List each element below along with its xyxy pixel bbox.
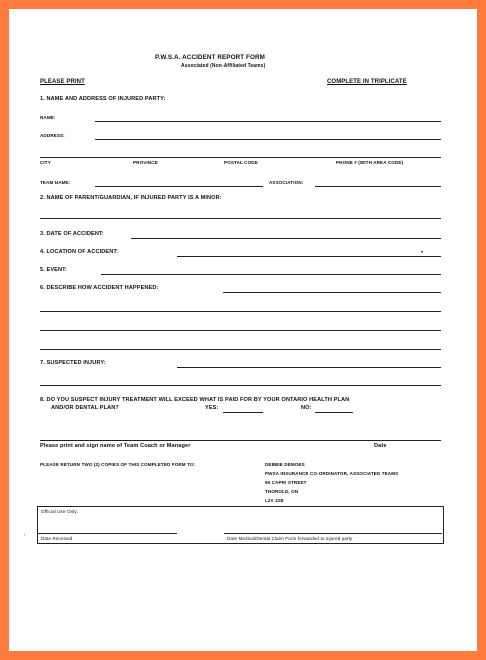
guardian-field[interactable]: [40, 218, 441, 219]
event-field[interactable]: [101, 274, 441, 275]
describe-field-2[interactable]: [40, 311, 441, 312]
address-field[interactable]: [95, 139, 441, 140]
date-received-label: Date Received: [41, 536, 73, 541]
no-label: NO:: [301, 405, 312, 411]
address-label: ADDRESS:: [40, 133, 65, 138]
postal-label: POSTAL CODE: [224, 160, 258, 165]
date-received-field[interactable]: [37, 533, 177, 534]
city-line-field[interactable]: [40, 157, 441, 158]
no-field[interactable]: [315, 412, 353, 413]
injury-field-1[interactable]: [177, 367, 441, 368]
section7-heading: 7. SUSPECTED INJURY:: [40, 360, 106, 366]
return-address-line-4: THOROLD, ON: [265, 489, 299, 494]
team-name-field[interactable]: [95, 186, 263, 187]
date-of-accident-field[interactable]: [131, 238, 441, 239]
return-address-line-3: 90 CAPRI STREET: [265, 480, 307, 485]
signature-date-label: Date: [374, 443, 387, 449]
return-address-line-1: DEBBIE DEMOES: [265, 462, 305, 467]
section5-heading: 5. EVENT:: [40, 267, 68, 273]
section6-heading: 6. DESCRIBE HOW ACCIDENT HAPPENED:: [40, 285, 159, 291]
section8-line1: 8. DO YOU SUSPECT INJURY TREATMENT WILL EXCEED WHAT IS PAID FOR BY YOUR ONTARIO HEALTH PLAN: [40, 397, 350, 403]
stray-dot: •: [421, 250, 424, 256]
margin-mark: ': [24, 534, 25, 540]
phone-label: PHONE # (WITH AREA CODE): [336, 160, 404, 165]
name-label: NAME:: [40, 115, 56, 120]
association-label: ASSOCIATION:: [269, 180, 304, 185]
section2-heading: 2. NAME OF PARENT/GUARDIAN, IF INJURED PARTY IS A MINOR:: [40, 195, 222, 201]
describe-field-4[interactable]: [40, 349, 441, 350]
return-label: PLEASE RETURN TWO (2) COPIES OF THIS COMPLETED FORM TO:: [40, 462, 196, 467]
injury-field-2[interactable]: [40, 385, 441, 386]
signature-label: Please print and sign name of Team Coach or Manager: [40, 443, 191, 449]
signature-field[interactable]: [40, 440, 441, 441]
section8-line2: AND/OR DENTAL PLAN?: [51, 405, 119, 411]
describe-field-3[interactable]: [40, 330, 441, 331]
describe-field-1[interactable]: [223, 292, 441, 293]
form-page: [9, 9, 477, 651]
name-field[interactable]: [95, 121, 441, 122]
yes-label: YES:: [205, 405, 219, 411]
return-address-line-2: PWSA INSURANCE CO-ORDINATOR, ASSOCIATED TEAMS: [265, 471, 399, 476]
date-forwarded-label: Date Medical/Dental Claim Form forwarded to injured party: [227, 536, 353, 541]
section4-heading: 4. LOCATION OF ACCIDENT:: [40, 249, 119, 255]
team-name-label: TEAM NAME:: [40, 180, 71, 185]
official-use-label: Official Use Only:: [41, 509, 79, 514]
section3-heading: 3. DATE OF ACCIDENT:: [40, 231, 104, 237]
city-label: CITY: [40, 160, 51, 165]
yes-field[interactable]: [223, 412, 263, 413]
please-print-label: PLEASE PRINT: [40, 79, 85, 85]
return-address-line-5: L2V 4S8: [265, 498, 284, 503]
section1-heading: 1. NAME AND ADDRESS OF INJURED PARTY:: [40, 96, 166, 102]
location-field[interactable]: [177, 256, 441, 257]
form-title: P.W.S.A. ACCIDENT REPORT FORM: [155, 54, 265, 61]
form-subtitle: Associated (Non-Affiliated Teams): [181, 63, 266, 69]
triplicate-label: COMPLETE IN TRIPLICATE: [327, 79, 407, 85]
date-forwarded-field[interactable]: [224, 533, 442, 534]
association-field[interactable]: [315, 186, 441, 187]
province-label: PROVINCE: [133, 160, 158, 165]
